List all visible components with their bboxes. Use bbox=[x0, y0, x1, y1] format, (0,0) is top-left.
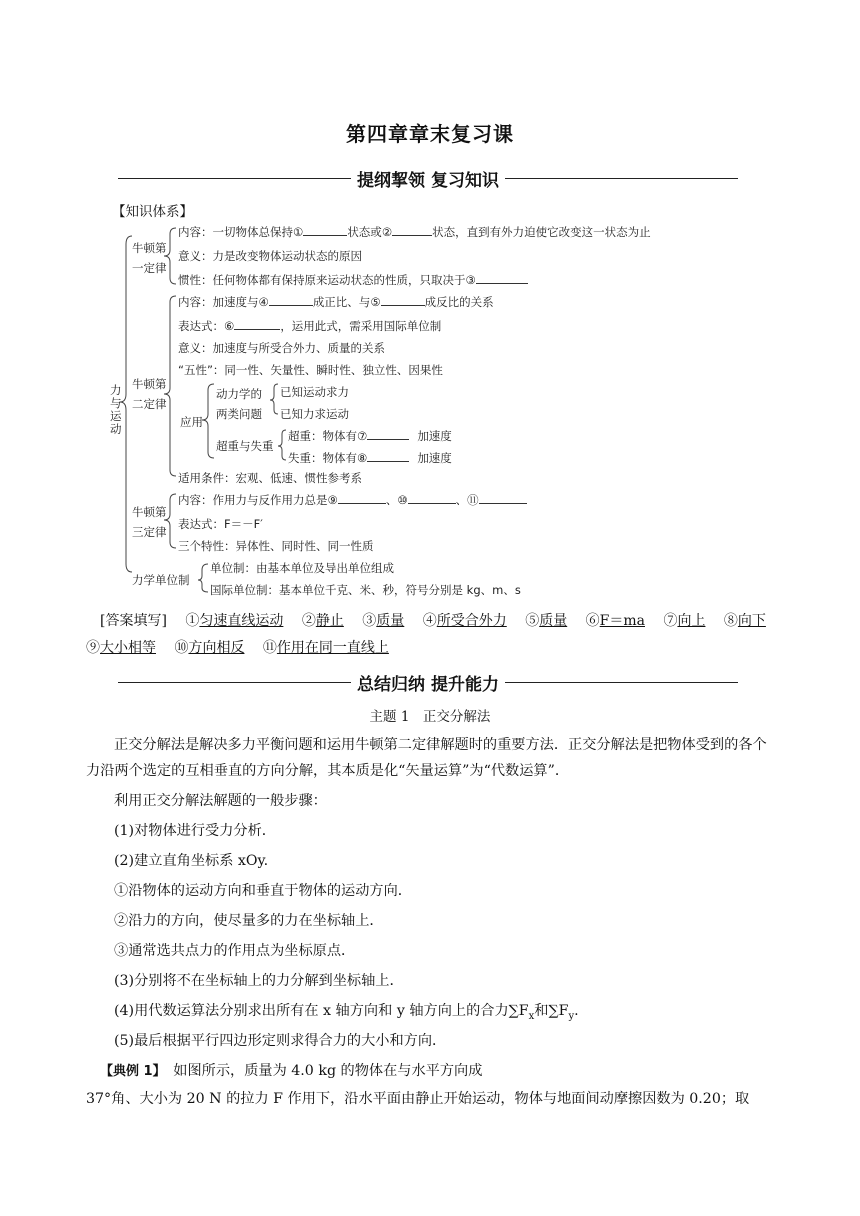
knowledge-system-label: 【知识体系】 bbox=[112, 204, 193, 220]
section-title: 提纲挈领 复习知识 bbox=[357, 170, 499, 191]
overweight: 超重：物体有⑦ 加速度 bbox=[288, 429, 452, 443]
page-title: 第四章章末复习课 bbox=[346, 122, 514, 146]
blank-7 bbox=[367, 428, 409, 440]
blank-3 bbox=[476, 272, 528, 284]
over-under-label: 超重与失重 bbox=[216, 439, 274, 453]
law3-expression: 表达式：F＝－F′ bbox=[178, 517, 263, 531]
divider bbox=[505, 682, 738, 683]
law1-name: 牛顿第一定律 bbox=[132, 241, 167, 275]
law1-inertia: 惯性：任何物体都有保持原来运动状态的性质，只取决于③ bbox=[178, 272, 528, 288]
law3-name: 牛顿第三定律 bbox=[132, 505, 167, 539]
answer-8: ⑧向下 bbox=[723, 613, 766, 629]
answers-label: [答案填写] bbox=[100, 613, 167, 629]
answer-10: ⑩方向相反 bbox=[174, 640, 245, 656]
section-header-review bbox=[118, 166, 738, 190]
answer-9: ⑨大小相等 bbox=[86, 640, 156, 656]
blank-2 bbox=[392, 224, 432, 236]
example-1-line1: 【典例 1】 如图所示，质量为 4.0 kg 的物体在与水平方向成 bbox=[100, 1063, 483, 1079]
answer-5: ⑤质量 bbox=[525, 613, 568, 629]
paragraph-steps-intro: 利用正交分解法解题的一般步骤： bbox=[114, 793, 327, 809]
example-1-line2: 37°角、大小为 20 N 的拉力 F 作用下，沿水平面由静止开始运动，物体与地面间动摩擦因数为 0.20；取 bbox=[86, 1091, 750, 1107]
step-2b: ②沿力的方向，使尽量多的力在坐标轴上． bbox=[114, 913, 384, 929]
topic-heading: 主题 1 正交分解法 bbox=[369, 709, 491, 725]
units-b: 国际单位制：基本单位千克、米、秒，符号分别是 kg、m、s bbox=[210, 583, 521, 597]
blank-1 bbox=[303, 224, 347, 236]
divider bbox=[118, 682, 351, 683]
blank-10 bbox=[408, 492, 456, 504]
answer-7: ⑦向上 bbox=[663, 613, 706, 629]
divider bbox=[118, 178, 351, 179]
step-5: (5)最后根据平行四边形定则求得合力的大小和方向． bbox=[114, 1033, 447, 1049]
step-3: (3)分别将不在坐标轴上的力分解到坐标轴上． bbox=[114, 973, 404, 989]
example-tag: 【典例 1】 bbox=[100, 1064, 160, 1079]
law2-apply: 应用 bbox=[180, 415, 203, 429]
blank-5 bbox=[381, 294, 425, 306]
law1-meaning: 意义：力是改变物体运动状态的原因 bbox=[178, 249, 362, 263]
divider bbox=[505, 178, 738, 179]
answer-1: ①匀速直线运动 bbox=[185, 613, 284, 629]
blank-4 bbox=[269, 294, 313, 306]
answer-key bbox=[86, 608, 776, 662]
law3-properties: 三个特性：异体性、同时性、同一性质 bbox=[178, 539, 374, 553]
law3-content: 内容：作用力与反作用力总是⑨ 、⑩ 、⑪ bbox=[178, 492, 527, 508]
law2-content: 内容：加速度与④ 成正比、与⑤ 成反比的关系 bbox=[178, 295, 494, 309]
blank-8 bbox=[367, 450, 409, 462]
section-header-summary bbox=[118, 670, 738, 694]
law2-expression: 表达式：⑥ ，运用此式，需采用国际单位制 bbox=[178, 319, 442, 333]
step-2c: ③通常选共点力的作用点为坐标原点． bbox=[114, 943, 356, 959]
answer-2: ②静止 bbox=[301, 613, 344, 629]
step-2a: ①沿物体的运动方向和垂直于物体的运动方向． bbox=[114, 883, 412, 899]
step-1: (1)对物体进行受力分析． bbox=[114, 823, 276, 839]
law2-conditions: 适用条件：宏观、低速、惯性参考系 bbox=[178, 471, 362, 485]
paragraph-intro: 正交分解法是解决多力平衡问题和运用牛顿第二定律解题时的重要方法．正交分解法是把物体受到的各个力沿两个选定的互相垂直的方向分解，其本质是化“矢量运算”为“代数运算”． bbox=[86, 737, 767, 779]
law2-meaning: 意义：加速度与所受合外力、质量的关系 bbox=[178, 341, 385, 355]
blank-6 bbox=[234, 318, 280, 330]
blank-9 bbox=[338, 492, 386, 504]
knowledge-tree bbox=[108, 224, 758, 604]
law1-content: 内容：一切物体总保持① 状态或② 状态，直到有外力迫使它改变这一状态为止 bbox=[178, 225, 651, 239]
answer-3: ③质量 bbox=[362, 613, 405, 629]
two-types-b: 已知力求运动 bbox=[280, 407, 349, 421]
weightlessness: 失重：物体有⑧ 加速度 bbox=[288, 451, 452, 465]
answer-11: ⑪作用在同一直线上 bbox=[262, 640, 389, 656]
tree-root: 力与运动 bbox=[110, 383, 122, 436]
units-name: 力学单位制 bbox=[132, 573, 190, 587]
two-types-label: 动力学的两类问题 bbox=[216, 387, 262, 421]
units-a: 单位制：由基本单位及导出单位组成 bbox=[210, 561, 394, 575]
blank-11 bbox=[479, 492, 527, 504]
law2-name: 牛顿第二定律 bbox=[132, 377, 167, 411]
law2-five-properties: “五性”：同一性、矢量性、瞬时性、独立性、因果性 bbox=[178, 363, 443, 377]
step-2: (2)建立直角坐标系 xOy. bbox=[114, 853, 269, 869]
section-title: 总结归纳 提升能力 bbox=[357, 674, 499, 695]
answer-6: ⑥F＝ma bbox=[585, 613, 645, 629]
two-types-a: 已知运动求力 bbox=[280, 385, 349, 399]
answer-4: ④所受合外力 bbox=[422, 613, 507, 629]
step-4: (4)用代数运算法分别求出所有在 x 轴方向和 y 轴方向上的合力$\sum F_x$和$\sum F_y$. bbox=[114, 1003, 579, 1022]
